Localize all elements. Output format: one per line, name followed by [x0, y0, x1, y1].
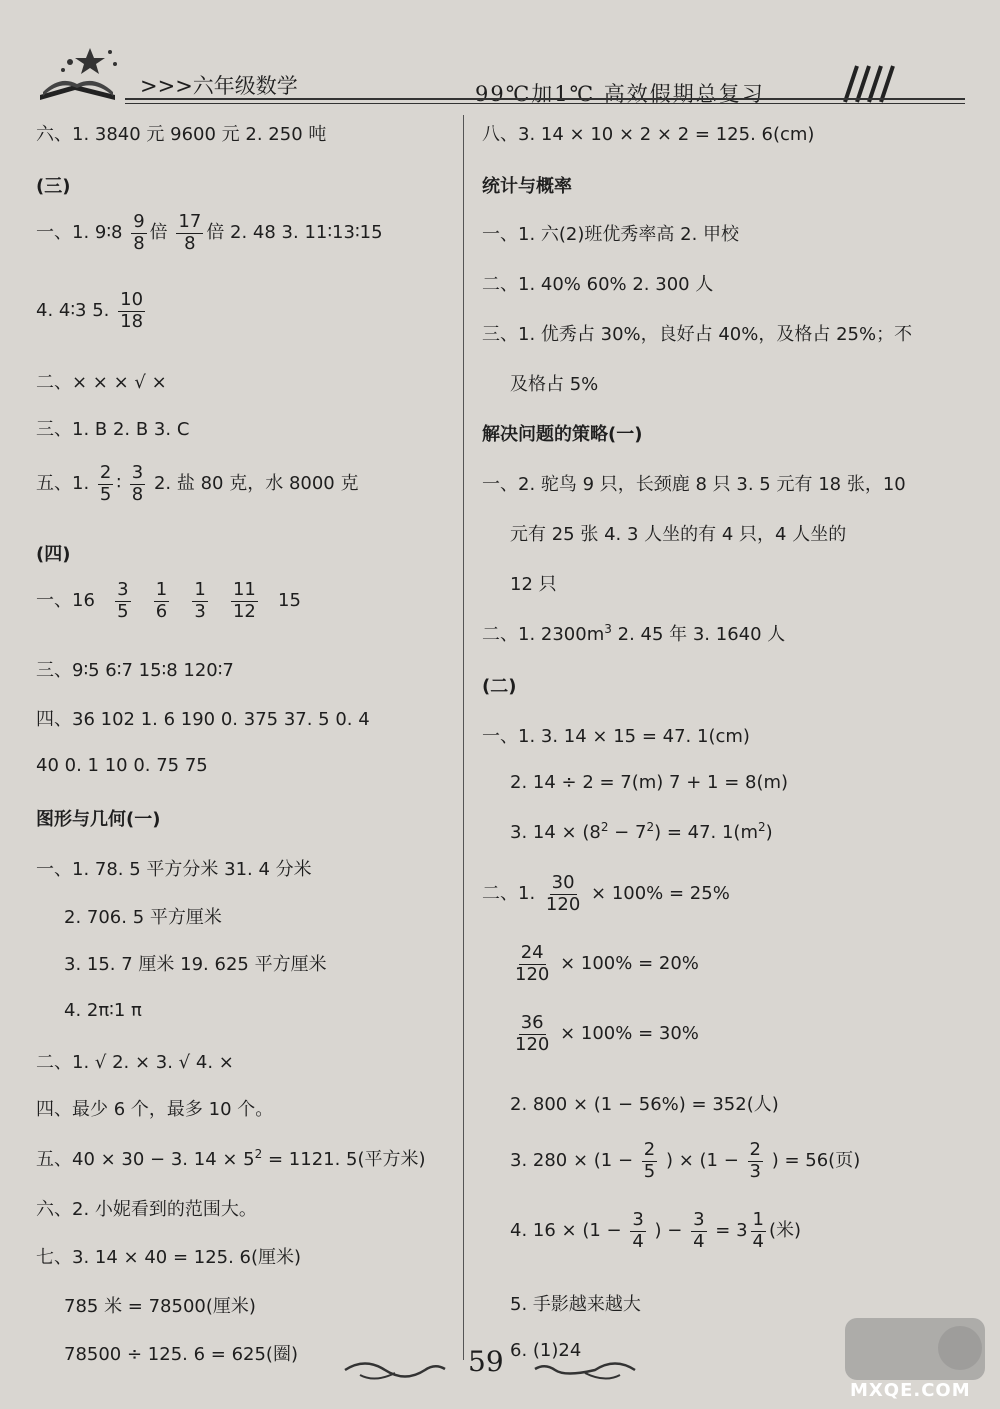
answer-line: 五、40 × 30 − 3. $14 \times 5^2 = 1121$. 5(平方米) [36, 1147, 426, 1170]
column-divider [463, 115, 464, 1360]
fraction: $\frac{3}{4}$ [632, 1209, 644, 1252]
answer-line: $\frac{36}{120}$ × 100% = 30% [515, 1012, 699, 1055]
answer-line: $\frac{24}{120}$ × 100% = 20% [515, 942, 699, 985]
answer-line: 五、1. $\frac{2}{5}$ ∶ $\frac{3}{8}$ 2. 盐 80 克，水 8000 克 [36, 462, 359, 505]
page-footer [340, 1345, 660, 1395]
answer-line: 4. 2π∶1 π [64, 1000, 142, 1021]
page-header [35, 40, 965, 110]
answer-line: 二、× × × √ × [36, 372, 167, 393]
answer-line: 元有 25 张 4. 3 人坐的有 4 只，4 人坐的 [510, 524, 847, 545]
answer-line: 三、9∶5 6∶7 15∶8 120∶7 [36, 660, 234, 681]
fraction: $\frac{24}{120}$ [515, 942, 550, 985]
answer-line: 一、1. 78. 5 平方分米 31. 4 分米 [36, 859, 312, 880]
fraction: $\frac{2}{5}$ [643, 1139, 656, 1182]
answer-line: 二、1. 40% 60% 2. 300 人 [482, 274, 714, 295]
section-heading: (四) [36, 544, 71, 565]
fraction: $\frac{1}{6}$ [155, 579, 168, 622]
header-left-title: >>>六年级数学 [140, 74, 298, 98]
fraction: $\frac{36}{120}$ [515, 1012, 550, 1055]
answer-line: 2. 706. 5 平方厘米 [64, 907, 222, 928]
answer-line: 4. 16 × (1 − $\frac{3}{4}$ ) − $\frac{3}{4}$ = 3 $\frac{1}{4}$ (米) [510, 1209, 802, 1252]
answer-line: 一、2. 驼鸟 9 只，长颈鹿 8 只 3. 5 元有 18 张，10 [482, 474, 906, 495]
section-heading: (三) [36, 176, 71, 197]
fraction: $\frac{1}{4}$ [752, 1209, 764, 1252]
book-star-icon [35, 40, 125, 104]
answer-line: 六、1. 3840 元 9600 元 2. 250 吨 [36, 124, 327, 145]
section-heading: 图形与几何(一) [36, 809, 161, 830]
fraction: $\frac{30}{120}$ [545, 872, 581, 915]
fraction: $\frac{3}{8}$ [131, 462, 144, 505]
answer-line: 一、1. 9∶8 $\frac{9}{8}$ 倍 $\frac{17}{8}$ 倍 2. 48 3. 11∶13∶15 [36, 211, 383, 254]
fraction: $\frac{3}{5}$ [117, 579, 129, 622]
answer-line: 6. (1)24 [510, 1340, 582, 1361]
answer-line: 3. 15. 7 厘米 19. 625 平方厘米 [64, 954, 327, 975]
watermark-text: MXQE.COM [850, 1380, 971, 1401]
fraction: $\frac{10}{18}$ [120, 289, 144, 332]
answer-line: 2. 800 × (1 − 56%) = 352(人) [510, 1094, 779, 1115]
answer-line: 七、3. 14 × 40 = 125. 6(厘米) [36, 1247, 302, 1268]
fraction: $\frac{2}{5}$ [99, 462, 112, 505]
answer-line: 及格占 5% [510, 374, 599, 395]
answer-line: 2. 14 ÷ 2 = 7(m) 7 + 1 = 8(m) [510, 772, 789, 793]
answer-line: 40 0. 1 10 0. 75 75 [36, 755, 208, 776]
page-number: 59 [468, 1345, 504, 1378]
answer-line: 78500 ÷ 125. 6 = 625(圈) [64, 1344, 298, 1365]
fraction: $\frac{1}{3}$ [194, 579, 206, 622]
answer-line: 12 只 [510, 574, 557, 595]
header-right-title: 99℃加1℃ 高效假期总复习 [475, 82, 765, 106]
fraction: $\frac{3}{4}$ [693, 1209, 705, 1252]
answer-line: 六、2. 小妮看到的范围大。 [36, 1199, 257, 1220]
answer-line: 四、36 102 1. 6 190 0. 375 37. 5 0. 4 [36, 709, 370, 730]
answer-line: 三、1. 优秀占 30%，良好占 40%，及格占 25%；不 [482, 324, 913, 345]
answer-line: 5. 手影越来越大 [510, 1294, 641, 1315]
answer-line: 一、16 $\frac{3}{5}$ $\frac{1}{6}$ $\frac{1}{3}$ $\frac{11}{12}$ 15 [36, 579, 301, 622]
answer-line: 3. 280 × (1 − $\frac{2}{5}$ ) × (1 − $\frac{2}{3}$ ) = 56(页) [510, 1139, 861, 1182]
answer-line: 四、最少 6 个，最多 10 个。 [36, 1099, 274, 1120]
answer-line: 4. 4∶3 5. $\frac{10}{18}$ [36, 289, 144, 332]
section-heading: (二) [482, 676, 517, 697]
fraction: $\frac{11}{12}$ [232, 579, 256, 622]
header-rule-thin [125, 103, 965, 104]
section-heading: 统计与概率 [482, 176, 572, 197]
answer-line: 一、1. 3. 14 × 15 = 47. 1(cm) [482, 726, 750, 747]
fraction: $\frac{9}{8}$ [133, 211, 145, 254]
answer-line: 3. $14 \times (8^2 - 7^2) = 47$. $1(m^2)$ [510, 820, 773, 843]
fraction: $\frac{17}{8}$ [178, 211, 202, 254]
flourish-ornament-icon [530, 1355, 640, 1385]
fraction: $\frac{2}{3}$ [749, 1139, 761, 1182]
flourish-ornament-icon [340, 1355, 450, 1385]
answer-line: 三、1. B 2. B 3. C [36, 419, 190, 440]
answer-line: 一、1. 六(2)班优秀率高 2. 甲校 [482, 224, 740, 245]
answer-line: 二、1. √ 2. × 3. √ 4. × [36, 1052, 234, 1073]
header-rule [125, 98, 965, 100]
answer-line: 二、1. $2300m^3$ 2. 45 年 3. 1640 人 [482, 622, 786, 645]
answer-line: 785 米 = 78500(厘米) [64, 1296, 256, 1317]
answer-line: 八、3. 14 × 10 × 2 × 2 = 125. 6(cm) [482, 124, 815, 145]
answer-line: 二、1. $\frac{30}{120}$ × 100% = 25% [482, 872, 730, 915]
section-heading: 解决问题的策略(一) [482, 424, 643, 445]
